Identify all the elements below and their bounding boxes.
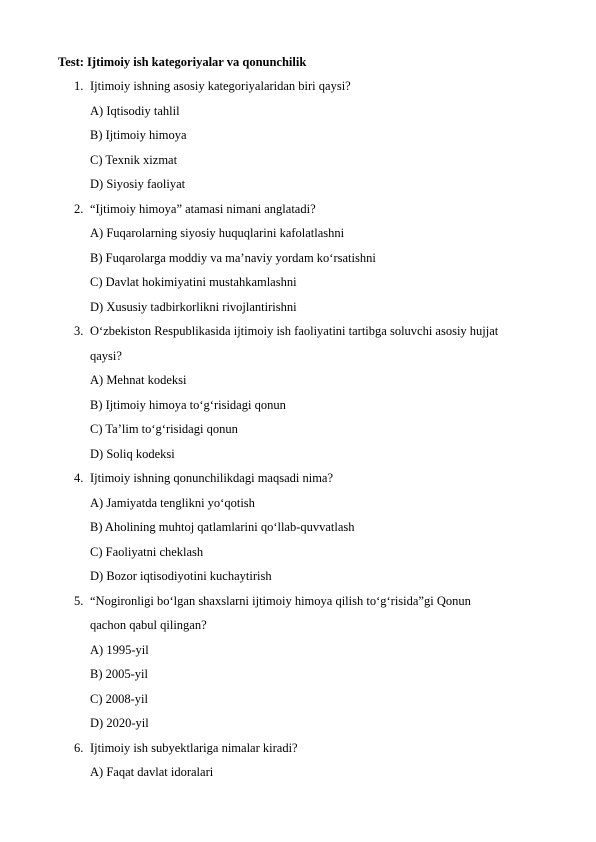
question-text: Ijtimoiy ish subyektlariga nimalar kiradi? xyxy=(90,741,298,755)
answer-option: B) Aholining muhtoj qatlamlarini qo‘llab-quvvatlash xyxy=(90,520,355,534)
answer-option: C) 2008-yil xyxy=(90,692,148,706)
answer-option: A) Fuqarolarning siyosiy huquqlarini kafolatlashni xyxy=(90,226,345,240)
answer-option: C) Ta’lim to‘g‘risidagi qonun xyxy=(90,422,238,436)
answer-option: B) Fuqarolarga moddiy va ma’naviy yordam ko‘rsatishni xyxy=(90,251,376,265)
question-number: 6. xyxy=(74,741,84,755)
question-text-continued: qaysi? xyxy=(90,349,122,363)
question-number: 5. xyxy=(74,594,84,608)
question-text: “Ijtimoiy himoya” atamasi nimani anglatadi? xyxy=(90,202,316,216)
answer-option: C) Texnik xizmat xyxy=(90,153,178,167)
answer-option: C) Faoliyatni cheklash xyxy=(90,545,204,559)
answer-option: A) Iqtisodiy tahlil xyxy=(90,104,180,118)
answer-option: A) Jamiyatda tenglikni yo‘qotish xyxy=(90,496,255,510)
answer-option: C) Davlat hokimiyatini mustahkamlashni xyxy=(90,275,297,289)
question-number: 2. xyxy=(74,202,84,216)
answer-option: A) Mehnat kodeksi xyxy=(90,373,187,387)
answer-option: A) 1995-yil xyxy=(90,643,149,657)
question-number: 3. xyxy=(74,324,84,338)
question-number: 4. xyxy=(74,471,84,485)
question-text: O‘zbekiston Respublikasida ijtimoiy ish faoliyatini tartibga soluvchi asosiy hujjat xyxy=(90,324,499,338)
answer-option: B) Ijtimoiy himoya xyxy=(90,128,187,142)
answer-option: B) 2005-yil xyxy=(90,667,148,681)
question-text-continued: qachon qabul qilingan? xyxy=(90,618,207,632)
question-text: Ijtimoiy ishning asosiy kategoriyalaridan biri qaysi? xyxy=(90,79,351,93)
test-title: Test: Ijtimoiy ish kategoriyalar va qonunchilik xyxy=(58,55,307,69)
question-text: Ijtimoiy ishning qonunchilikdagi maqsadi nima? xyxy=(90,471,334,485)
question-number: 1. xyxy=(74,79,84,93)
question-text: “Nogironligi bo‘lgan shaxslarni ijtimoiy himoya qilish to‘g‘risida”gi Qonun xyxy=(90,594,471,608)
answer-option: A) Faqat davlat idoralari xyxy=(90,765,214,779)
answer-option: D) 2020-yil xyxy=(90,716,149,730)
answer-option: D) Soliq kodeksi xyxy=(90,447,175,461)
answer-option: D) Siyosiy faoliyat xyxy=(90,177,186,191)
answer-option: D) Bozor iqtisodiyotini kuchaytirish xyxy=(90,569,272,583)
answer-option: B) Ijtimoiy himoya to‘g‘risidagi qonun xyxy=(90,398,286,412)
answer-option: D) Xususiy tadbirkorlikni rivojlantirishni xyxy=(90,300,297,314)
